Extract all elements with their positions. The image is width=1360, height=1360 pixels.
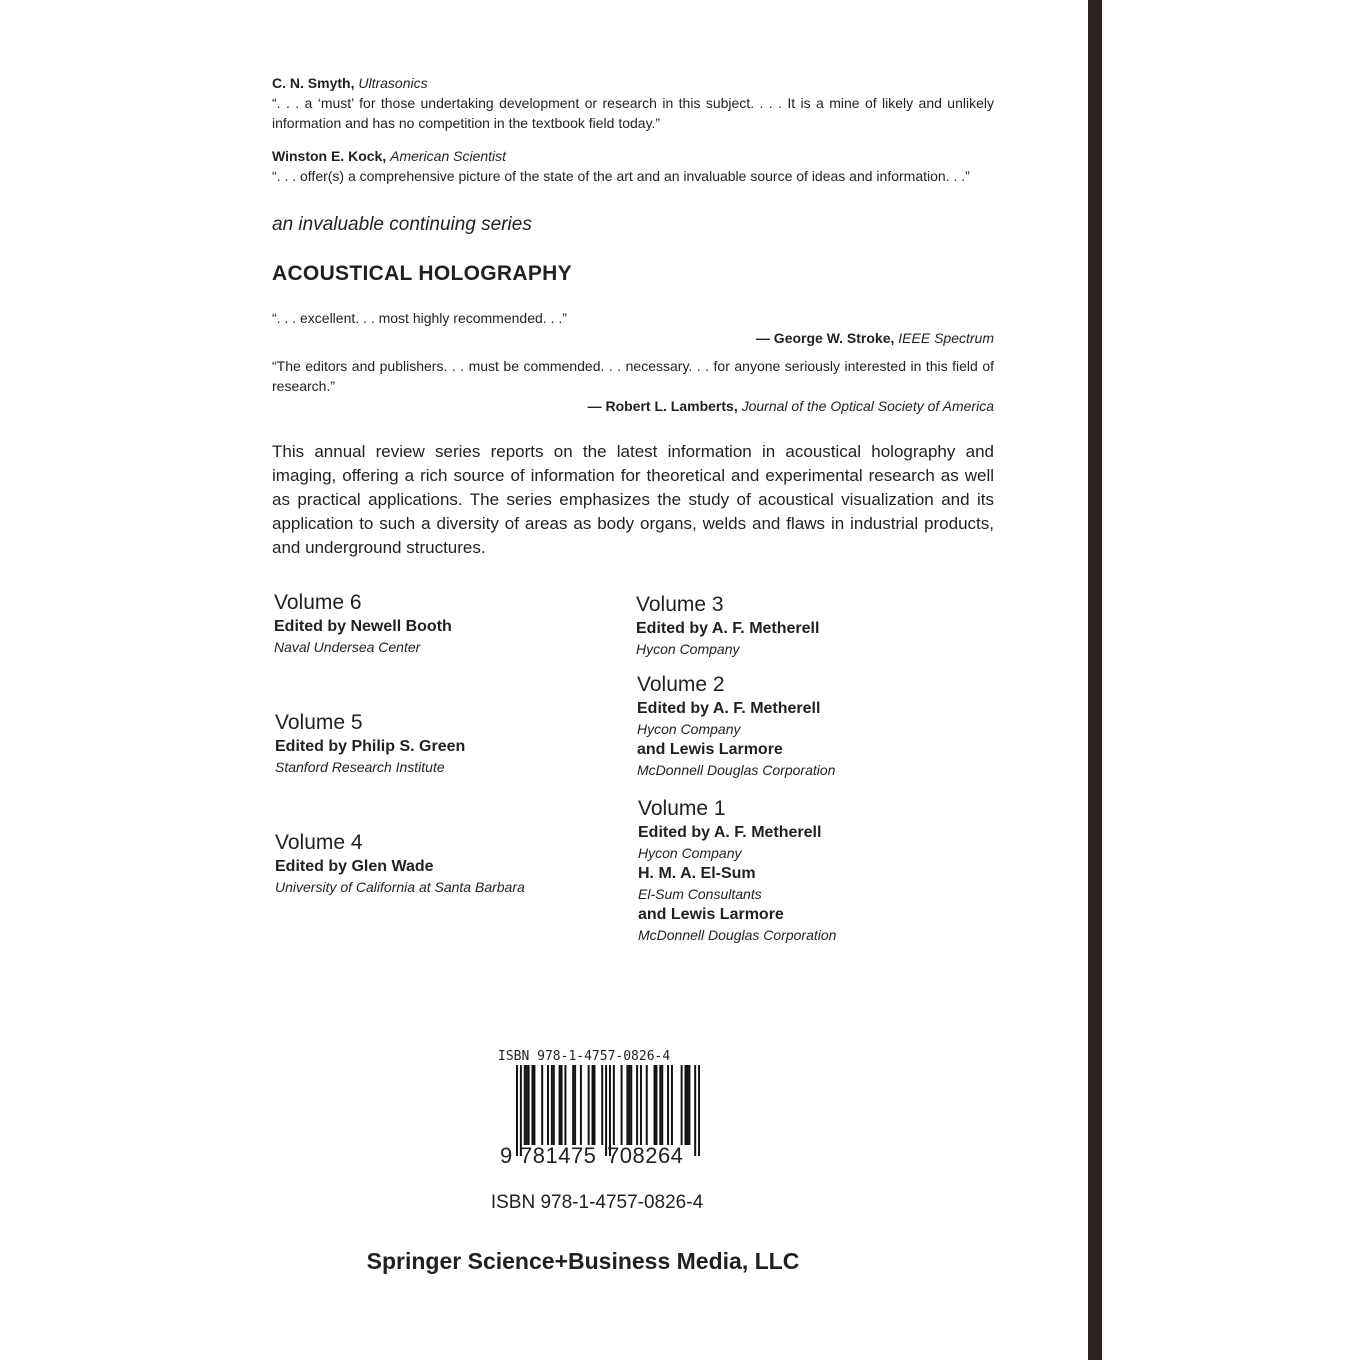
volume-title: Volume 1 — [638, 797, 726, 820]
volume-title: Volume 2 — [637, 673, 725, 696]
barcode-bar — [533, 1065, 535, 1145]
review-smyth — [272, 74, 994, 133]
barcode-bar — [698, 1065, 700, 1156]
barcode-bar — [574, 1065, 576, 1145]
volume-affiliation: University of California at Santa Barbara — [275, 879, 525, 895]
barcode-bar — [613, 1065, 615, 1145]
volume-3 — [636, 592, 819, 659]
quote-author: — George W. Stroke, — [755, 330, 895, 346]
volume-title: Volume 4 — [275, 831, 363, 854]
volume-editor: Edited by A. F. Metherell — [637, 700, 821, 717]
reviewer-line — [272, 74, 994, 93]
barcode-bar — [551, 1065, 553, 1145]
isbn-text: ISBN 978-1-4757-0826-4 — [490, 1192, 704, 1213]
barcode-bar — [528, 1065, 530, 1145]
volume-list — [272, 590, 994, 960]
barcode-group-1: 781475 — [520, 1143, 597, 1168]
review-quote: “. . . offer(s) a comprehensive picture of the state of the art and an invaluable source of ideas and information. . .” — [272, 168, 970, 184]
barcode-bar — [580, 1065, 582, 1145]
series-title: ACOUSTICAL HOLOGRAPHY — [272, 262, 572, 285]
volume-2 — [637, 672, 835, 780]
barcode-bar — [593, 1065, 595, 1145]
barcode-bar — [588, 1065, 590, 1145]
barcode-bar — [559, 1065, 561, 1145]
barcode-bar — [630, 1065, 632, 1145]
barcode-group-2: 708264 — [607, 1143, 684, 1168]
volume-editor: Edited by A. F. Metherell — [636, 620, 820, 637]
barcode-bar — [628, 1065, 630, 1145]
volume-5 — [275, 710, 465, 777]
barcode-bar — [661, 1065, 663, 1145]
barcode-bar — [626, 1065, 628, 1145]
barcode-bar — [688, 1065, 690, 1145]
volume-editor: Edited by A. F. Metherell — [638, 824, 822, 841]
reviewer-name: Winston E. Kock, — [272, 148, 387, 164]
barcode-bar — [694, 1065, 696, 1156]
barcode-bar — [636, 1065, 638, 1145]
quote-attribution — [272, 328, 994, 348]
barcode-bar — [561, 1065, 563, 1145]
barcode-bar — [681, 1065, 683, 1145]
barcode-bar — [547, 1065, 549, 1145]
barcode-bar — [654, 1065, 656, 1145]
volume-title: Volume 5 — [275, 711, 363, 734]
quote-source: IEEE Spectrum — [898, 330, 994, 346]
reviewer-source: American Scientist — [390, 148, 507, 164]
barcode-bar — [655, 1065, 657, 1145]
barcode-bar — [592, 1065, 594, 1145]
series-tagline: an invaluable continuing series — [272, 214, 532, 235]
publisher-name: Springer Science+Business Media, LLC — [366, 1248, 800, 1274]
barcode-bar — [572, 1065, 574, 1145]
barcode-bar — [541, 1065, 543, 1145]
reviewer-name: C. N. Smyth, — [272, 75, 355, 91]
volume-affiliation: Stanford Research Institute — [275, 759, 445, 775]
volume-affiliation: McDonnell Douglas Corporation — [638, 927, 837, 943]
barcode-bar — [553, 1065, 555, 1145]
series-quote: “The editors and publishers. . . must be commended. . . necessary. . . for anyone seriously interested in this field of research.” — [272, 358, 994, 394]
volume-editor: and Lewis Larmore — [637, 741, 783, 758]
barcode-bar — [646, 1065, 648, 1145]
volume-affiliation: McDonnell Douglas Corporation — [637, 762, 836, 778]
volume-affiliation: Naval Undersea Center — [274, 639, 421, 655]
volume-4 — [275, 830, 525, 897]
back-cover-text — [272, 74, 994, 960]
volume-affiliation: El-Sum Consultants — [638, 886, 762, 902]
barcode-bar — [526, 1065, 528, 1145]
barcode-lead-digit: 9 — [500, 1143, 513, 1168]
barcode-bar — [524, 1065, 526, 1145]
volume-6 — [274, 590, 452, 657]
volume-title: Volume 3 — [636, 593, 724, 616]
barcode-bar — [516, 1065, 518, 1156]
volume-editor: Edited by Glen Wade — [275, 858, 434, 875]
quote-attribution — [272, 396, 994, 416]
volume-1 — [638, 796, 836, 945]
volume-editor: Edited by Philip S. Green — [275, 738, 466, 755]
volume-editor: H. M. A. El-Sum — [638, 865, 756, 882]
volume-title: Volume 6 — [274, 591, 362, 614]
barcode-bar — [659, 1065, 661, 1145]
barcode-bar — [621, 1065, 623, 1145]
quote-source: Journal of the Optical Society of America — [741, 398, 994, 414]
volume-affiliation: Hycon Company — [638, 845, 742, 861]
barcode-bar — [640, 1065, 642, 1145]
series-description: This annual review series reports on the latest information in acoustical holography and imaging, offering a rich source of information for theoretical and experimental research as well as practical applications. The series emphasizes the study of acoustical visualization and its application to such a diversity of areas as body organs, welds and flaws in industrial products, and underground structures. — [272, 442, 994, 557]
barcode-bar — [564, 1065, 566, 1145]
barcode-bar — [686, 1065, 688, 1145]
barcode-bar — [601, 1065, 603, 1145]
barcode-bar — [685, 1065, 687, 1145]
volume-affiliation: Hycon Company — [636, 641, 740, 657]
volume-editor: Edited by Newell Booth — [274, 618, 452, 635]
volume-editor: and Lewis Larmore — [638, 906, 784, 923]
barcode-isbn-label: ISBN 978-1-4757-0826-4 — [498, 1049, 671, 1064]
barcode-bar — [667, 1065, 669, 1145]
barcode-bar — [531, 1065, 533, 1145]
quote-author: — Robert L. Lamberts, — [587, 398, 738, 414]
book-spine-edge — [1088, 0, 1102, 1360]
reviewer-source: Ultrasonics — [358, 75, 428, 91]
review-kock — [272, 147, 994, 186]
review-quote: “. . . a ‘must’ for those undertaking development or research in this subject. . . . It is a mine of likely and unlikely information and has no competition in the textbook field today.” — [272, 95, 994, 131]
series-quote: “. . . excellent. . . most highly recommended. . .” — [272, 310, 567, 326]
reviewer-line — [272, 147, 994, 166]
barcode-bar — [671, 1065, 673, 1145]
volume-affiliation: Hycon Company — [637, 721, 741, 737]
